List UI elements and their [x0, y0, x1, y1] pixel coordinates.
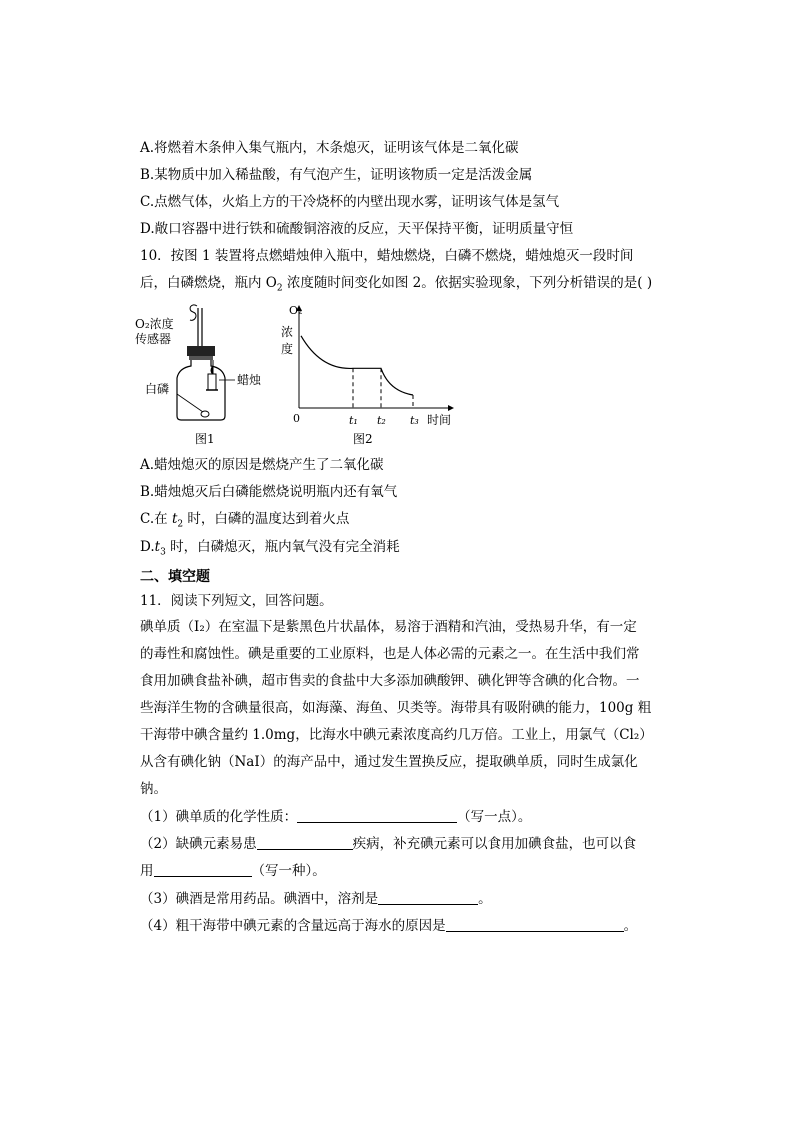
- tick-label-t1: t₁: [349, 414, 358, 427]
- y-label-nong: 浓: [281, 325, 294, 339]
- sensor-wire: [190, 305, 197, 320]
- q11-sub2-blank1[interactable]: [257, 835, 353, 850]
- q11-sub2-c-a: 用: [140, 863, 154, 879]
- q11-sub4-blank[interactable]: [446, 917, 624, 932]
- q9-option-d: D.敞口容器中进行铁和硫酸铜溶液的反应，天平保持平衡，证明质量守恒: [140, 221, 574, 237]
- sensor-label-line2: 传感器: [135, 332, 172, 346]
- stopper: [187, 346, 215, 356]
- q11-passage-line4: 些海洋生物的含碘量很高，如海藻、海鱼、贝类等。海带具有吸附碘的能力，100g 粗: [140, 700, 652, 716]
- q11-sub1-a: （1）碘单质的化学性质：: [140, 809, 298, 825]
- q11-sub3-blank[interactable]: [378, 890, 478, 905]
- q11-sub1-b: （写一点）。: [457, 809, 532, 825]
- q11-sub3-a: （3）碘酒是常用药品。碘酒中，溶剂是: [140, 891, 379, 907]
- q10-option-d-t: t: [154, 539, 161, 555]
- q10-option-c-a: C.在: [140, 511, 172, 527]
- figure-2-chart: [275, 300, 465, 450]
- q10-stem-line1: 10．按图 1 装置将点燃蜡烛伸入瓶中，蜡烛燃烧，白磷不燃烧，蜡烛熄灭一段时间: [140, 248, 634, 264]
- figure-1-caption: 图1: [195, 432, 215, 446]
- q11-passage-line6: 从含有碘化钠（NaI）的海产品中，通过发生置换反应，提取碘单质，同时生成氯化: [140, 754, 638, 770]
- q10-option-d-a: D.: [140, 539, 155, 555]
- q9-option-b: B.某物质中加入稀盐酸，有气泡产生，证明该物质一定是活泼金属: [140, 167, 533, 183]
- figure-2-caption: 图2: [353, 432, 373, 446]
- q11-sub4-a: （4）粗干海带中碘元素的含量远高于海水的原因是: [140, 918, 446, 934]
- phosphorus-leader: [177, 394, 203, 412]
- q11-sub2: [140, 835, 636, 853]
- q10-option-c: [140, 510, 349, 534]
- q10-option-a: A.蜡烛熄灭的原因是燃烧产生了二氧化碳: [140, 457, 384, 473]
- q10-option-d-b: 时，白磷熄灭，瓶内氧气没有完全消耗: [165, 539, 400, 555]
- stopper-ring: [189, 356, 213, 360]
- q10-stem-sub: 2: [276, 283, 283, 294]
- section-title: 二、填空题: [140, 569, 210, 585]
- q10-option-b: B.蜡烛熄灭后白磷能燃烧说明瓶内还有氧气: [140, 484, 398, 500]
- q11-sub2-a: （2）缺碘元素易患: [140, 836, 257, 852]
- q10-option-c-t: t: [171, 511, 178, 527]
- phosphorus-label: 白磷: [145, 382, 170, 396]
- o2-concentration-curve: [301, 336, 413, 395]
- tick-label-t2: t₂: [377, 414, 386, 427]
- q11-passage-line1: 碘单质（I₂）在室温下是紫黑色片状晶体，易溶于酒精和汽油，受热易升华，有一定: [140, 619, 637, 635]
- y-label-o2: O₂: [289, 304, 303, 317]
- q11-sub2-blank2[interactable]: [154, 862, 252, 877]
- y-label-du: 度: [281, 342, 294, 356]
- q11-sub2-cont: [140, 862, 326, 880]
- q10-option-d: [140, 538, 400, 562]
- q10-stem-line2: [140, 274, 652, 298]
- q11-sub4: [140, 917, 637, 935]
- x-label-time: 时间: [427, 413, 452, 427]
- q9-option-c: C.点燃气体，火焰上方的干冷烧杯的内壁出现水雾，证明该气体是氢气: [140, 194, 560, 210]
- q11-sub2-b: 疾病，补充碘元素可以食用加碘食盐，也可以食: [352, 836, 637, 852]
- q11-passage-line7: 钠。: [140, 781, 167, 797]
- q10-stem-line2-b: 浓度随时间变化如图 2。依据实验现象，下列分析错误的是( ): [282, 275, 653, 291]
- q11-sub3-b: 。: [478, 891, 492, 907]
- tick-label-t3: t₃: [410, 414, 419, 427]
- q11-passage-line5: 干海带中碘含量约 1.0mg，比海水中碘元素浓度高约几万倍。工业上，用氯气（Cl₂）: [140, 727, 653, 743]
- candle: [208, 374, 216, 390]
- q11-sub1-blank[interactable]: [297, 808, 457, 823]
- q11-sub1: [140, 808, 531, 826]
- q10-option-c-sub: 2: [177, 519, 184, 530]
- q9-option-a: A.将燃着木条伸入集气瓶内，木条熄灭，证明该气体是二氧化碳: [140, 140, 519, 156]
- candle-label: 蜡烛: [237, 373, 262, 387]
- q11-passage-line3: 食用加碘食盐补碘，超市售卖的食盐中大多添加碘酸钾、碘化钾等含碘的化合物。一: [140, 673, 640, 689]
- q10-stem-line2-a: 后，白磷燃烧，瓶内 O: [140, 275, 277, 291]
- q10-option-c-b: 时，白磷的温度达到着火点: [183, 511, 350, 527]
- figure-1-apparatus: [135, 300, 275, 450]
- q11-sub3: [140, 890, 492, 908]
- q10-option-d-sub: 3: [160, 547, 166, 558]
- q11-sub4-b: 。: [623, 918, 638, 934]
- q11-passage-line2: 的毒性和腐蚀性。碘是重要的工业原料，也是人体必需的元素之一。在生活中我们常: [140, 646, 640, 662]
- origin-label: 0: [293, 412, 300, 425]
- sensor-label-line1: O₂浓度: [135, 317, 174, 331]
- q11-sub2-c-b: （写一种）。: [251, 863, 326, 879]
- q11-intro: 11．阅读下列短文，回答问题。: [140, 593, 333, 609]
